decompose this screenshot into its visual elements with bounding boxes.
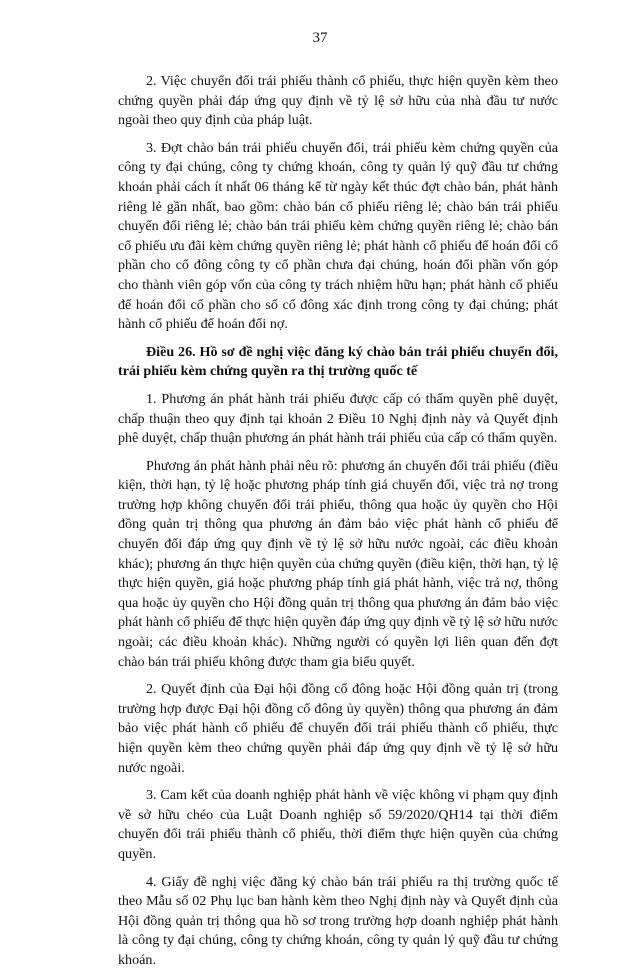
article-26-item-2: 2. Quyết định của Đại hội đồng cổ đông hoặc Hội đồng quản trị (trong trường hợp được Đại hội đồng cổ đông ủy quyền) thông qua phương án đảm bảo việc phát hành cổ phiếu để chuyển đổi trái phiếu thành cổ phiếu, thực hiện quyền kèm theo chứng quyền phải đáp ứng quy định về tỷ lệ sở hữu nước ngoài. bbox=[118, 681, 558, 776]
article-26-item-1-details: Phương án phát hành phải nêu rõ: phương án chuyển đổi trái phiếu (điều kiện, thời hạn, tỷ lệ hoặc phương pháp tính giá chuyển đổi, việc trả nợ trong trường hợp không chuyển đổi trái phiếu, thông qua hoặc ủy quyền cho Hội đồng quản trị thông qua phương án đảm bảo việc phát hành cổ phiếu để chuyển đổi đáp ứng quy định về tỷ lệ sở hữu nước ngoài, các điều khoản khác); phương án thực hiện quyền của chứng quyền (điều kiện, thời hạn, tỷ lệ thực hiện quyền, giá hoặc phương pháp tính giá phát hành, việc trả nợ, thông qua hoặc ủy quyền cho Hội đồng quản trị thông qua phương án đảm bảo việc phát hành cổ phiếu để thực hiện quyền đáp ứng quy định về tỷ lệ sở hữu nước ngoài; các điều khoản khác). Những người có quyền lợi liên quan đến đợt chào bán trái phiếu không được tham gia biểu quyết. bbox=[118, 457, 558, 670]
paragraph-3-offering-interval: 3. Đợt chào bán trái phiếu chuyển đổi, trái phiếu kèm chứng quyền của công ty đại chúng, công ty chứng khoán, công ty quản lý quỹ đầu tư chứng khoán phải cách ít nhất 06 tháng kể từ ngày kết thúc đợt chào bán, phát hành riêng lẻ gần nhất, bao gồm: chào bán cổ phiếu riêng lẻ; chào bán trái phiếu chuyển đổi riêng lẻ; chào bán trái phiếu kèm chứng quyền riêng lẻ; chào bán cổ phiếu ưu đãi kèm chứng quyền riêng lẻ; phát hành cổ phiếu để hoán đổi cổ phần cho cổ đông công ty cổ phần chưa đại chúng, hoán đổi phần vốn góp cho thành viên góp vốn của công ty trách nhiệm hữu hạn; phát hành cổ phiếu để hoán đổi cổ phần cho số cổ đông xác định trong công ty đại chúng; phát hành cổ phiếu để hoán đổi nợ. bbox=[118, 139, 558, 333]
page-number: 37 bbox=[312, 30, 328, 46]
article-26-item-3: 3. Cam kết của doanh nghiệp phát hành về việc không vi phạm quy định về sở hữu chéo của Luật Doanh nghiệp số 59/2020/QH14 tại thời điểm chuyển đổi trái phiếu thành cổ phiếu, thời điểm thực hiện quyền của chứng quyền. bbox=[118, 787, 558, 862]
article-26-item-4: 4. Giấy đề nghị việc đăng ký chào bán trái phiếu ra thị trường quốc tế theo Mẫu số 02 Phụ lục ban hành kèm theo Nghị định này và Quyết định của Hội đồng quản trị thông qua hồ sơ trong trường hợp doanh nghiệp phát hành là công ty đại chúng, công ty chứng khoán, công ty quản lý quỹ đầu tư chứng khoán. bbox=[118, 873, 558, 968]
article-26-item-1: 1. Phương án phát hành trái phiếu được cấp có thẩm quyền phê duyệt, chấp thuận theo quy định tại khoản 2 Điều 10 Nghị định này và Quyết định phê duyệt, chấp thuận phương án phát hành trái phiếu của cấp có thẩm quyền. bbox=[118, 390, 558, 447]
article-26-heading: Điều 26. Hồ sơ đề nghị việc đăng ký chào bán trái phiếu chuyển đổi, trái phiếu kèm chứng quyền ra thị trường quốc tế bbox=[118, 343, 558, 380]
document-body bbox=[118, 72, 558, 979]
paragraph-2-ownership-ratio: 2. Việc chuyển đổi trái phiếu thành cổ phiếu, thực hiện quyền kèm theo chứng quyền phải đáp ứng quy định về tỷ lệ sở hữu của nhà đầu tư nước ngoài theo quy định của pháp luật. bbox=[118, 73, 558, 129]
